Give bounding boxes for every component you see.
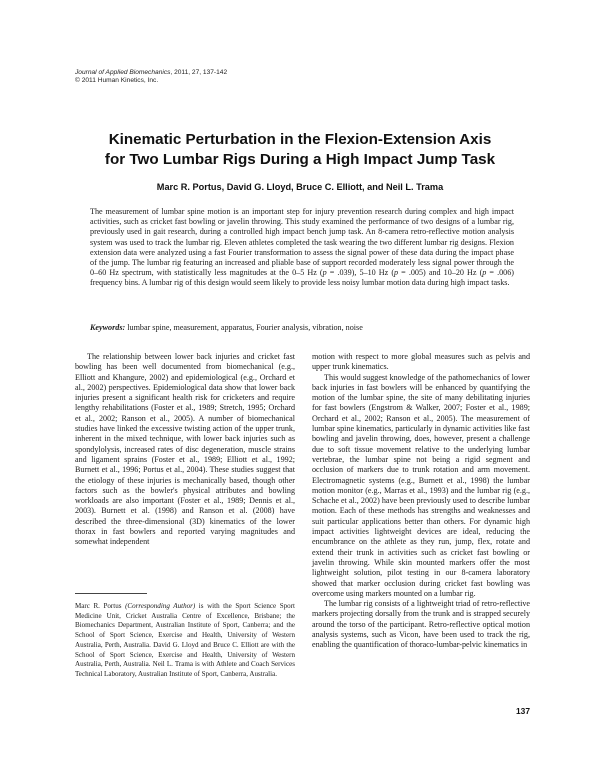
footnote-text: is with the Sport Science Sport Medicine Unit, Cricket Australia Centre of Excellence, Brisbane; the Biomechanics Department, Australian Institute of Sport, Canberra; and the School of Sport Science, Exercise and Health, University of Western Australia, Perth, Australia. David G. Lloyd and Bruce C. Elliott are with the School of Sport Science, Exercise and Health, University of Western Australia, Perth, Australia. Neil L. Trama is with Athlete and Coach Services Technical Laboratory, Australian Institute of Sport, Canberra, Australia.	[75, 602, 295, 678]
body-paragraph: The lumbar rig consists of a lightweight triad of retro-reflective markers projecting dorsally from the trunk and is strapped securely around the torso of the participant. Retro-reflective optical motion analysis systems, such as Vicon, have been used to track the rig, enabling the quantification of thoraco-lumbar-pelvic kinematics in	[312, 599, 530, 650]
keywords	[90, 323, 514, 333]
body-paragraph: This would suggest knowledge of the pathomechanics of lower back injuries in fast bowlers will be enhanced by quantifying the motion of the lumbar spine, the site of many debilitating injuries for fast bowlers (Engstrom & Walker, 2007; Foster et al., 1989; Orchard et al., 2002; Ranson et al., 2005). The measurement of lumbar spine kinematics, particularly in dynamic activities like fast bowling and javelin throwing, does, however, present a challenge due to soft tissue movement relative to the underlying lumbar vertebrae, the lumbar spine not being a rigid segment and occlusion of markers due to trunk rotation and arm movement. Electromagnetic systems (e.g., Burnett et al., 1998) the lumbar motion monitor (e.g., Marras et al., 1993) and the lumbar rig (e.g., Schache et al., 2002) have been previously used to describe lumbar motion. Each of these methods has strengths and weaknesses and suit particular applications better than others. For dynamic high impact activities lightweight devices are ideal, reducing the encumbrance on the athlete as they run, jump, flex, rotate and extend their trunk in activities such as cricket fast bowling or javelin throwing. While skin mounted markers offer the most lightweight solution, pilot testing in our 8-camera laboratory showed that marker occlusion during cricket fast bowling was overcome using markers mounted on a lumbar rig.	[312, 372, 530, 598]
author-list: Marc R. Portus, David G. Lloyd, Bruce C. Elliott, and Neil L. Trama	[156, 182, 444, 192]
journal-name: Journal of Applied Biomechanics	[75, 69, 171, 76]
abstract-text-2: = .039), 5–10 Hz (	[326, 268, 395, 278]
p-value-letter: p	[322, 268, 327, 278]
keywords-text: lumbar spine, measurement, apparatus, Fourier analysis, vibration, noise	[125, 323, 363, 332]
footnote-divider	[75, 593, 147, 594]
body-column-left	[75, 352, 295, 548]
page-number: 137	[516, 706, 530, 716]
keywords-label: Keywords:	[90, 323, 126, 332]
author-affiliation-footnote	[75, 602, 295, 680]
title-line-2: for Two Lumbar Rigs During a High Impact Jump Task	[104, 151, 496, 168]
abstract-text-3: = .005) and 10–20 Hz (	[398, 268, 483, 278]
abstract-text-1: The measurement of lumbar spine motion is an important step for injury prevention research during complex and high impact activities, such as cricket fast bowling or javelin throwing. This study examined the performance of two designs of a lumbar rig, previously used in gait research, during a controlled high impact bench jump task. An 8-camera retro-reflective motion analysis system was used to track the lumbar rig. Eleven athletes completed the task wearing the two different lumbar rig designs. Flexion extension data were analyzed using a fast Fourier transformation to assess the signal power of these data during the impact phase of the jump. The lumbar rig featuring an increased and pliable base of support recorded moderately less signal power through the 0–60 Hz spectrum, with statistically less magnitudes at the 0–5 Hz (	[90, 207, 514, 278]
body-paragraph: The relationship between lower back injuries and cricket fast bowling has been well documented from biomechanical (e.g., Elliott and Khangure, 2002) and epidemiological (e.g., Orchard et al., 2002) perspectives. Epidemiological data show that lower back injuries present a significant health risk for cricketers and require lengthy rehabilitations (Foster et al., 1989; Stretch, 1995; Orchard et al., 2002; Ranson et al., 2005). A number of biomechanical studies have linked the excessive twisting action of the upper trunk, inherent in the mixed technique, with lower back injuries such as spondylolysis, increased rates of disc degeneration, muscle strains and ligament sprains (Foster et al., 1989; Elliott et al., 1992; Burnett et al., 1996; Portus et al., 2004). These studies suggest that the etiology of these injuries is mechanically based, though other factors such as the bowler's physical attributes and bowling workloads are also important (Foster et al., 1989; Dennis et al., 2003). Burnett et al. (1998) and Ranson et al. (2008) have described the three-dimensional (3D) kinematics of the lower thorax in fast bowlers and reported varying magnitudes and somewhat independent	[75, 352, 295, 547]
journal-citation	[75, 69, 375, 77]
footnote-role: (Corresponding Author)	[125, 602, 196, 610]
title-line-1: Kinematic Perturbation in the Flexion-Extension Axis	[108, 131, 492, 148]
footnote-author-name: Marc R. Portus	[75, 602, 126, 610]
journal-details: , 2011, 27, 137-142	[170, 69, 228, 76]
abstract	[90, 207, 514, 289]
p-value-letter: p	[482, 268, 487, 278]
journal-header	[75, 69, 375, 85]
p-value-letter: p	[394, 268, 399, 278]
copyright-line: © 2011 Human Kinetics, Inc.	[75, 77, 159, 84]
body-column-right	[312, 352, 530, 651]
article-title	[70, 130, 530, 170]
body-paragraph: motion with respect to more global measures such as pelvis and upper trunk kinematics.	[312, 352, 530, 372]
abstract-text-4: = .006) frequency bins. A lumbar rig of this design would seem likely to provide less noisy lumbar motion data during high impact tasks.	[90, 268, 515, 288]
